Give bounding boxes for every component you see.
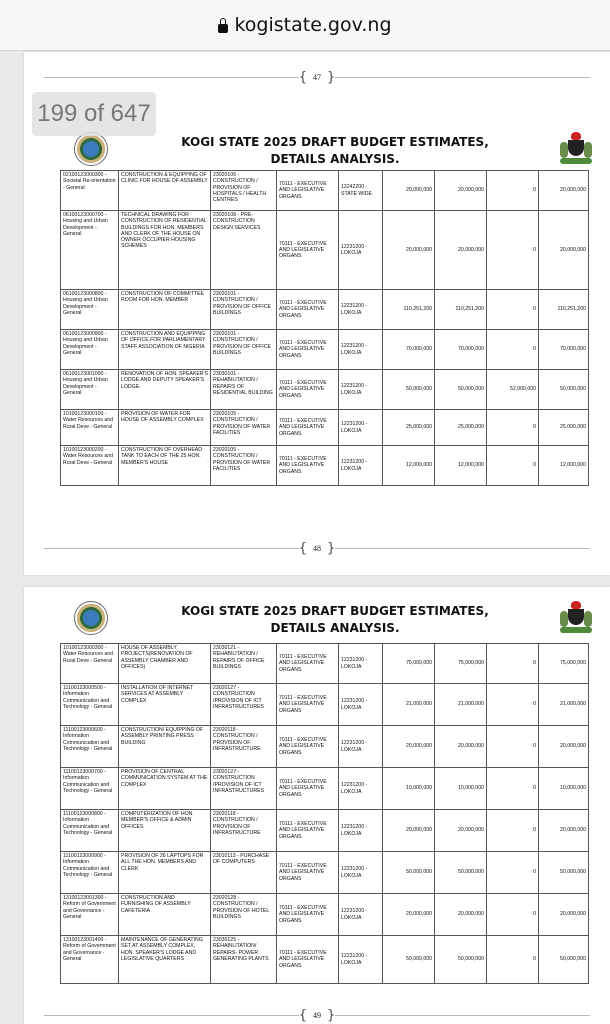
cell-v4: 25,000,000 [539,410,589,446]
cell-loc: 12231200 - LOKOJA [339,370,383,410]
cell-v1: 50,000,000 [383,370,435,410]
cell-code: 06100123000800 - Housing and Urban Development - General [61,290,119,330]
cell-v1: 75,000,000 [383,644,435,684]
cell-project: PROVISION OF 26 LAPTOPS FOR ALL THE HON. MEMBERS AND CLERK [119,852,211,894]
cell-econ: 23020101 - CONSTRUCTION / PROVISION OF OFFICE BUILDINGS [211,330,277,370]
cell-v3: 0 [487,290,539,330]
coat-of-arms-icon [558,601,594,635]
cell-loc: 12231200 - LOKOJA [339,211,383,290]
address-bar[interactable] [0,0,610,51]
cell-econ: 23030125 - REHABILITATION/ REPAIRS- POWER GENERATING PLANTS [211,936,277,984]
cell-econ: 23020105 - CONSTRUCTION / PROVISION OF WATER FACILITIES [211,446,277,486]
title-line-1: KOGI STATE 2025 DRAFT BUDGET ESTIMATES, [181,604,489,618]
cell-v1: 20,000,000 [383,894,435,936]
cell-econ: 23020106 - CONSTRUCTION / PROVISION OF HOSPITALS / HEALTH CENTRES [211,171,277,211]
cell-code: 10100123000200 - Water Resources and Rural Deve - General [61,446,119,486]
cell-project: CONSTRUCTION AND EQUIPPING OF OFFICE FOR PARLIAMENTARY STAFF ASSOCIATION OF NIGERIA [119,330,211,370]
cell-code: 11100123000500 - Information Communication and Technology - General [61,684,119,726]
cell-v3: 0 [487,852,539,894]
cell-loc: 12231200 - LOKOJA [339,810,383,852]
cell-code: 11100123000600 - Information Communication and Technology - General [61,726,119,768]
table-row [61,410,589,446]
cell-v4: 12,000,000 [539,446,589,486]
table-row [61,894,589,936]
cell-econ: 23020118 - CONSTRUCTION / PROVISION OF INFRASTRUCTURE [211,726,277,768]
cell-loc: 12231200 - LOKOJA [339,290,383,330]
cell-project: CONSTRUCTION & EQUIPPING OF CLINIC FOR HOUSE OF ASSEMBLY [119,171,211,211]
cell-func: 70111 - EXECUTIVE AND LEGISLATIVE ORGANS [277,330,339,370]
cell-loc: 12231200 - LOKOJA [339,330,383,370]
cell-v4: 20,000,000 [539,211,589,290]
cell-loc: 12231200 - LOKOJA [339,726,383,768]
cell-v2: 50,000,000 [435,370,487,410]
table-row [61,810,589,852]
cell-loc: 12231200 - LOKOJA [339,852,383,894]
cell-v2: 20,000,000 [435,726,487,768]
assembly-logo-icon [74,132,108,166]
cell-v3: 0 [487,446,539,486]
cell-econ: 23020105 - CONSTRUCTION / PROVISION OF WATER FACILITIES [211,410,277,446]
cell-v3: 0 [487,810,539,852]
cell-econ: 23020127 - CONSTRUCTION /PROVISION OF ICT INFRASTRUCTURES [211,684,277,726]
table-row [61,370,589,410]
lock-icon [218,24,228,33]
cell-v4: 50,000,000 [539,852,589,894]
pdf-page-49 [24,587,610,1024]
document-header [68,601,602,641]
cell-func: 70111 - EXECUTIVE AND LEGISLATIVE ORGANS [277,290,339,330]
table-row [61,290,589,330]
cell-v3: 0 [487,644,539,684]
cell-v4: 50,000,000 [539,936,589,984]
cell-v3: 0 [487,894,539,936]
cell-v3: 0 [487,726,539,768]
cell-v2: 50,000,000 [435,852,487,894]
cell-v1: 20,000,000 [383,810,435,852]
assembly-logo-icon [74,601,108,635]
page-separator-bottom: { 48 } [24,539,610,557]
cell-v4: 21,000,000 [539,684,589,726]
cell-func: 70111 - EXECUTIVE AND LEGISLATIVE ORGANS [277,171,339,211]
cell-v2: 20,000,000 [435,810,487,852]
cell-loc: 12231200 - LOKOJA [339,684,383,726]
table-row [61,936,589,984]
cell-loc: 12231200 - LOKOJA [339,936,383,984]
cell-v4: 20,000,000 [539,810,589,852]
cell-func: 70111 - EXECUTIVE AND LEGISLATIVE ORGANS [277,894,339,936]
cell-v3: 0 [487,936,539,984]
cell-loc: 12231200 - LOKOJA [339,446,383,486]
cell-v1: 20,000,000 [383,211,435,290]
cell-v2: 25,000,000 [435,410,487,446]
cell-v2: 12,000,000 [435,446,487,486]
title-line-2: DETAILS ANALYSIS. [270,152,400,166]
document-header [68,132,602,172]
cell-econ: 23020118 - CONSTRUCTION / PROVISION OF INFRASTRUCTURE [211,810,277,852]
cell-func: 70111 - EXECUTIVE AND LEGISLATIVE ORGANS [277,810,339,852]
cell-v2: 10,000,000 [435,768,487,810]
cell-v4: 20,000,000 [539,894,589,936]
cell-project: PROVISION OF WATER FOR HOUSE OF ASSEMBLY COMPLEX [119,410,211,446]
document-title [128,134,542,168]
table-row [61,768,589,810]
cell-v2: 75,000,000 [435,644,487,684]
cell-econ: 23030121 - REHABILITATION / REPAIRS OF OFFICE BUILDINGS [211,644,277,684]
cell-v1: 21,000,000 [383,684,435,726]
cell-v1: 70,000,000 [383,330,435,370]
cell-v4: 70,000,000 [539,330,589,370]
title-line-2: DETAILS ANALYSIS. [270,621,400,635]
cell-v1: 20,000,000 [383,726,435,768]
cell-econ: 23020108 - PRE-CONSTRUCTION DESIGN SERVICES [211,211,277,290]
cell-func: 70111 - EXECUTIVE AND LEGISLATIVE ORGANS [277,768,339,810]
cell-func: 70111 - EXECUTIVE AND LEGISLATIVE ORGANS [277,852,339,894]
cell-v1: 50,000,000 [383,936,435,984]
cell-loc: 12231200 - LOKOJA [339,894,383,936]
cell-v2: 20,000,000 [435,894,487,936]
page-number: 48 [313,543,321,553]
cell-code: 11100123000900 - Information Communication and Technology - General [61,852,119,894]
cell-code: 10100123000300 - Water Resources and Rural Deve - General [61,644,119,684]
cell-project: INSTALLATION OF INTERNET SERVICES AT ASSEMBLY COMPLEX [119,684,211,726]
cell-v3: 0 [487,684,539,726]
cell-project: CONSTRUCTION OF COMMITTEE ROOM FOR HON. MEMBER [119,290,211,330]
cell-func: 70111 - EXECUTIVE AND LEGISLATIVE ORGANS [277,211,339,290]
cell-v3: 0 [487,330,539,370]
url-text: kogistate.gov.ng [234,14,392,36]
cell-loc: 12231200 - LOKOJA [339,644,383,684]
cell-code: 06100123001000 - Housing and Urban Development - General [61,370,119,410]
table-row [61,446,589,486]
table-row [61,171,589,211]
cell-func: 70111 - EXECUTIVE AND LEGISLATIVE ORGANS [277,684,339,726]
cell-v2: 21,000,000 [435,684,487,726]
cell-v2: 20,000,000 [435,211,487,290]
cell-project: HOUSE OF ASSEMBLY PROJECTS(RENOVATION OF ASSEMBLY CHAMBER AND OFFICES) [119,644,211,684]
cell-project: CONSTRUCTION OF OVERHEAD TANK TO EACH OF THE 25 HON. MEMBER'S HOUSE [119,446,211,486]
cell-v4: 75,000,000 [539,644,589,684]
page-separator-bottom: { 49 } [24,1006,610,1024]
cell-project: COMPUTERIZATION OF HON. MEMBER'S OFFICE & ADMIN OFFICES [119,810,211,852]
cell-v4: 50,000,000 [539,370,589,410]
table-row [61,726,589,768]
cell-econ: 23020127 - CONSTRUCTION /PROVISION OF ICT INFRASTRUCTURES [211,768,277,810]
document-title [128,603,542,637]
cell-project: PROVISION OF CENTRAL COMMUNICATION SYSTEM AT THE COMPLEX [119,768,211,810]
cell-econ: 23020128 - CONSTRUCTION / PROVISION OF HOTEL BUILDINGS [211,894,277,936]
cell-code: 11100123000700 - Information Communication and Technology - General [61,768,119,810]
page-counter: 199 of 647 [32,92,156,136]
cell-project: RENOVATION OF HON. SPEAKER'S LODGE AND DEPUTY SPEAKER'S LODGE. [119,370,211,410]
cell-v2: 20,000,000 [435,171,487,211]
table-row [61,211,589,290]
cell-v3: 0 [487,211,539,290]
page-number: 47 [313,72,321,82]
cell-v3: 52,000,000 [487,370,539,410]
cell-code: 06100123000900 - Housing and Urban Development - General [61,330,119,370]
page-separator-top: { 47 } [24,68,610,86]
cell-v2: 110,251,200 [435,290,487,330]
page-number: 49 [313,1010,321,1020]
cell-code: 10100123000100 - Water Resources and Rural Deve - General [61,410,119,446]
budget-table [60,643,589,984]
cell-project: TECHNICAL DRAWING FOR CONSTRUCTION OF RESIDENTIAL BUILDINGS FOR HON. MEMBERS AND CLERK OF THE HOUSE ON OWNER OCCUPIER HOUSING SCHEMES [119,211,211,290]
cell-v2: 50,000,000 [435,936,487,984]
table-row [61,852,589,894]
cell-code: 13100123001400 - Reform of Government and Governance - General [61,936,119,984]
cell-loc: 12231200 - LOKOJA [339,410,383,446]
cell-v1: 25,000,000 [383,410,435,446]
cell-econ: 23030101 - REHABILITATION / REPAIRS OF RESIDENTIAL BUILDING [211,370,277,410]
cell-v1: 10,000,000 [383,768,435,810]
coat-of-arms-icon [558,132,594,166]
cell-v1: 20,000,000 [383,171,435,211]
cell-v3: 0 [487,768,539,810]
cell-code: 06100123000700 - Housing and Urban Development - General [61,211,119,290]
cell-project: CONSTRUCTION AND FURNISHING OF ASSEMBLY CAFETERIA [119,894,211,936]
cell-v3: 0 [487,171,539,211]
cell-code: 11100123000800 - Information Communication and Technology - General [61,810,119,852]
cell-func: 70111 - EXECUTIVE AND LEGISLATIVE ORGANS [277,644,339,684]
cell-econ: 23020101 - CONSTRUCTION / PROVISION OF OFFICE BUILDINGS [211,290,277,330]
cell-code: 13100123001300 - Reform of Government and Governance - General [61,894,119,936]
cell-v1: 12,000,000 [383,446,435,486]
cell-v4: 10,000,000 [539,768,589,810]
cell-func: 70111 - EXECUTIVE AND LEGISLATIVE ORGANS [277,370,339,410]
cell-v4: 110,251,200 [539,290,589,330]
cell-func: 70111 - EXECUTIVE AND LEGISLATIVE ORGANS [277,936,339,984]
budget-table [60,170,589,486]
cell-func: 70111 - EXECUTIVE AND LEGISLATIVE ORGANS [277,446,339,486]
cell-econ: 23010113 - PURCHASE OF COMPUTERS [211,852,277,894]
table-row [61,684,589,726]
cell-v3: 0 [487,410,539,446]
cell-loc: 12242200 - STATE WIDE [339,171,383,211]
title-line-1: KOGI STATE 2025 DRAFT BUDGET ESTIMATES, [181,135,489,149]
cell-v2: 70,000,000 [435,330,487,370]
cell-loc: 12231200 - LOKOJA [339,768,383,810]
cell-v4: 20,000,000 [539,726,589,768]
cell-v4: 20,000,000 [539,171,589,211]
cell-func: 70111 - EXECUTIVE AND LEGISLATIVE ORGANS [277,726,339,768]
table-row [61,644,589,684]
cell-v1: 50,000,000 [383,852,435,894]
cell-func: 70111 - EXECUTIVE AND LEGISLATIVE ORGANS [277,410,339,446]
cell-code: 02100123000300 - Societal Re-orientation - General [61,171,119,211]
cell-project: CONSTRUCTION/ EQUIPPING OF ASSEMBLY PRINTING PRESS BUILDING [119,726,211,768]
cell-project: MAINTENANCE OF GENERATING SET AT ASSEMBLY COMPLEX, HON. SPEAKER'S LODGE AND LEGISLATIVE QUARTERS [119,936,211,984]
cell-v1: 110,251,200 [383,290,435,330]
table-row [61,330,589,370]
